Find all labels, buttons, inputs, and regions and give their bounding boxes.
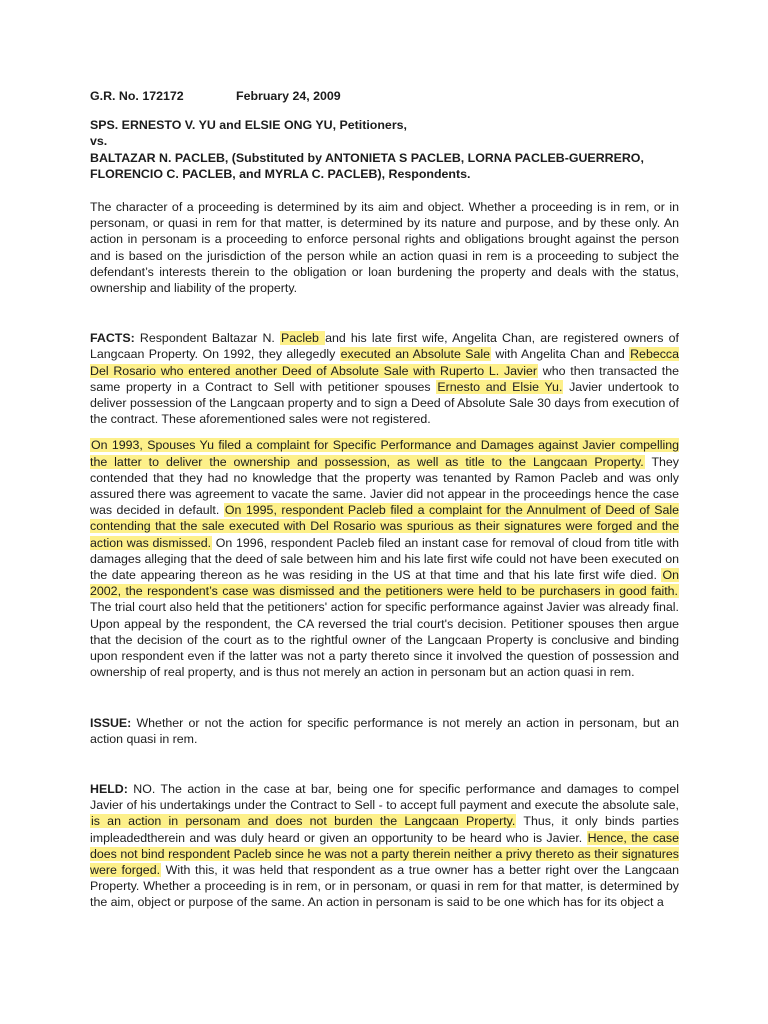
text-run: With this, it was held that respondent as a true owner has a better right over the Langcaan Property. Whether a proceeding is in rem, or in personam, or quasi in rem for that matter, is determined by the aim, object or purpose of the same. An action in personam is said to be one which has for its object a [90, 862, 679, 910]
case-date: February 24, 2009 [236, 89, 341, 103]
respondents-line-2: FLORENCIO C. PACLEB, and MYRLA C. PACLEB), Respondents. [90, 166, 471, 181]
text-run: Whether or not the action for specific performance is not merely an action in personam, but an action quasi in rem. [90, 715, 679, 746]
highlight: Pacleb [281, 331, 325, 346]
highlight: On 2002, the respondent’s case was dismissed and the petitioners were held to be purchasers in good faith. [90, 568, 679, 599]
text-run: who then transacted the same property in a Contract to Sell with petitioner spouses [90, 363, 679, 394]
case-header [90, 88, 679, 104]
text-run: Respondent Baltazar N. [134, 331, 281, 346]
highlight: Rebecca Del Rosario who entered another Deed of Absolute Sale with Ruperto L. Javier [90, 347, 680, 378]
text-run: The trial court also held that the petitioners' action for specific performance against Javier was already final. Upon appeal by the respondent, the CA reversed the trial court's decision. Petitioner spouses then argue that the decision of the court as to the rightful owner of the Langcaan Property is conclusive and binding upon respondent even if the latter was not a party thereto since it involved the question of possession and ownership of real property, and is thus not merely an action in personam but an action quasi in rem. [90, 600, 679, 680]
facts-label: FACTS: [90, 331, 135, 346]
held-paragraph [90, 781, 679, 911]
text-run: Javier undertook to deliver possession of the Langcaan property and to sign a Deed of Absolute Sale 30 days from execution of the contract. These aforementioned sales were not registered. [90, 379, 680, 427]
text-run: They contended that they had no knowledge that the property was tenanted by Ramon Pacleb and was only assured there was agreement to vacate the same. Javier did not appear in the proceedings hence the case was decided in default. [90, 454, 680, 518]
held-label: HELD: [90, 781, 128, 796]
highlight: executed an Absolute Sale [340, 347, 491, 362]
versus: vs. [90, 134, 108, 149]
petitioners: SPS. ERNESTO V. YU and ELSIE ONG YU, Petitioners, [90, 118, 407, 133]
text-run: Thus, it only binds parties impleadedtherein and was duly heard or given an opportunity to be heard who is Javier. [90, 814, 680, 845]
text-run: with Angelita Chan and [491, 347, 630, 362]
document-page [90, 88, 679, 911]
facts-paragraph-1 [90, 330, 679, 427]
highlight: Hence, the case does not bind respondent Pacleb since he was not a party therein neither a privy thereto as their signatures were forged. [90, 830, 679, 877]
text-run: NO. The action in the case at bar, being one for specific performance and damages to compel Javier of his undertakings under the Contract to Sell - to accept full payment and execute the absolute sale, [90, 781, 679, 813]
text-run: and his late first wife, Angelita Chan, are registered owners of Langcaan Property. On 1992, they allegedly [90, 331, 679, 362]
highlight: On 1993, Spouses Yu filed a complaint for Specific Performance and Damages against Javier compelling the latter to deliver the ownership and possession, as well as title to the Langcaan Property. [90, 438, 679, 469]
text-run: On 1996, respondent Pacleb filed an instant case for removal of cloud from title with damages alleging that the deed of sale between him and his late first wife could not have been executed on the date appearing thereon as he was residing in the US at that time and that his late first wife died. [90, 535, 679, 583]
highlight: On 1995, respondent Pacleb filed a complaint for the Annulment of Deed of Sale contending that the sale executed with Del Rosario was spurious as their signatures were forged and the action was dismissed. [90, 503, 680, 550]
issue-paragraph [90, 715, 679, 747]
highlight: is an action in personam and does not burden the Langcaan Property. [91, 814, 516, 829]
highlight: Ernesto and Elsie Yu. [437, 379, 563, 394]
case-parties [90, 117, 679, 182]
issue-label: ISSUE: [90, 715, 132, 730]
facts-paragraph-2 [90, 437, 679, 680]
intro-paragraph: The character of a proceeding is determined by its aim and object. Whether a proceeding is in rem, or in personam, or quasi in rem for that matter, is determined by its nature and purpose, and by these only. An action in personam is a proceeding to enforce personal rights and obligations brought against the person and is based on the jurisdiction of the person while an action quasi in rem is a proceeding to subject the defendant’s interests therein to the obligation or loan burdening the property and deals with the status, ownership and liability of the property. [90, 200, 679, 296]
respondents-line-1: BALTAZAR N. PACLEB, (Substituted by ANTONIETA S PACLEB, LORNA PACLEB-GUERRERO, [90, 150, 644, 165]
case-number: G.R. No. 172172 [90, 89, 184, 103]
